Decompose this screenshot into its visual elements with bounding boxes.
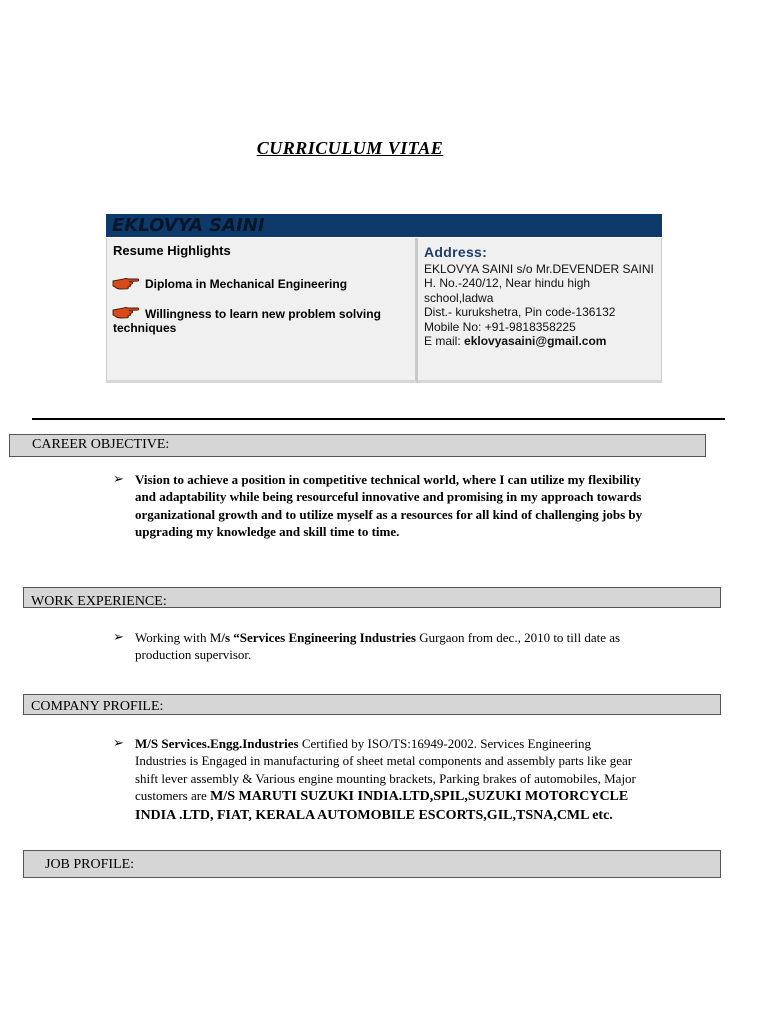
company-customers: M/S MARUTI SUZUKI INDIA.LTD,SPIL,SUZUKI MOTORCYCLE INDIA .LTD, FIAT, KERALA AUTOMOBILE ESCORTS,GIL,TSNA,CML etc. bbox=[135, 789, 629, 823]
company-name: M/S Services.Engg.Industries bbox=[135, 736, 299, 751]
name-header-bar bbox=[106, 214, 662, 237]
address-title: Address: bbox=[424, 244, 488, 260]
address-details bbox=[424, 262, 656, 348]
work-experience-text bbox=[135, 629, 665, 664]
address-line: Dist.- kurukshetra, Pin code-136132 bbox=[424, 305, 616, 320]
highlights-title: Resume Highlights bbox=[113, 243, 231, 258]
panel-bottom-border bbox=[106, 380, 662, 383]
section-header-career-objective: CAREER OBJECTIVE: bbox=[9, 434, 706, 457]
work-suffix: Gurgaon from dec., 2010 to till date as production supervisor. bbox=[135, 630, 621, 663]
pointing-hand-icon bbox=[112, 276, 140, 295]
email-label: E mail: bbox=[424, 334, 465, 349]
arrowhead-bullet-icon: ➢ bbox=[113, 629, 124, 644]
email-line bbox=[424, 334, 656, 348]
horizontal-rule bbox=[32, 418, 725, 420]
section-header-company-profile: COMPANY PROFILE: bbox=[23, 694, 721, 715]
panel-divider bbox=[416, 238, 418, 383]
section-header-job-profile: JOB PROFILE: bbox=[23, 850, 721, 878]
highlight-item: Diploma in Mechanical Engineering bbox=[145, 277, 348, 291]
address-line: H. No.-240/12, Near hindu high school,ladwa bbox=[424, 276, 591, 305]
career-objective-text: Vision to achieve a position in competitive technical world, where I can utilize my flexibility and adaptability while being resourceful innovative and promising in my approach towards organizational growth and to utilize myself as a resources for all kind of challenging jobs by upgrading my knowledge and skill time to time. bbox=[135, 472, 643, 540]
work-company: /s “Services Engineering Industries bbox=[221, 630, 416, 645]
highlight-item: Willingness to learn new problem solving techniques bbox=[113, 307, 381, 335]
section-header-work-experience: WORK EXPERIENCE: bbox=[23, 587, 721, 608]
candidate-name: EKLOVYA SAINI bbox=[112, 215, 265, 236]
work-prefix: Working with M bbox=[135, 630, 222, 645]
page-title: CURRICULUM VITAE bbox=[256, 138, 444, 158]
arrowhead-bullet-icon: ➢ bbox=[113, 735, 124, 750]
company-profile-text bbox=[135, 735, 645, 824]
address-line: EKLOVYA SAINI s/o Mr.DEVENDER SAINI bbox=[424, 262, 654, 276]
company-description: Certified by ISO/TS:16949-2002. Services Engineering Industries is Engaged in manufacturing of sheet metal components and assembly parts like gear shift lever assembly & Various engine mounting brackets, Parking brakes of automobiles, Major customers are bbox=[135, 736, 636, 804]
email-address: eklovyasaini@gmail.com bbox=[464, 334, 607, 349]
mobile-number: Mobile No: +91-9818358225 bbox=[424, 319, 576, 334]
arrowhead-bullet-icon: ➢ bbox=[113, 471, 124, 486]
